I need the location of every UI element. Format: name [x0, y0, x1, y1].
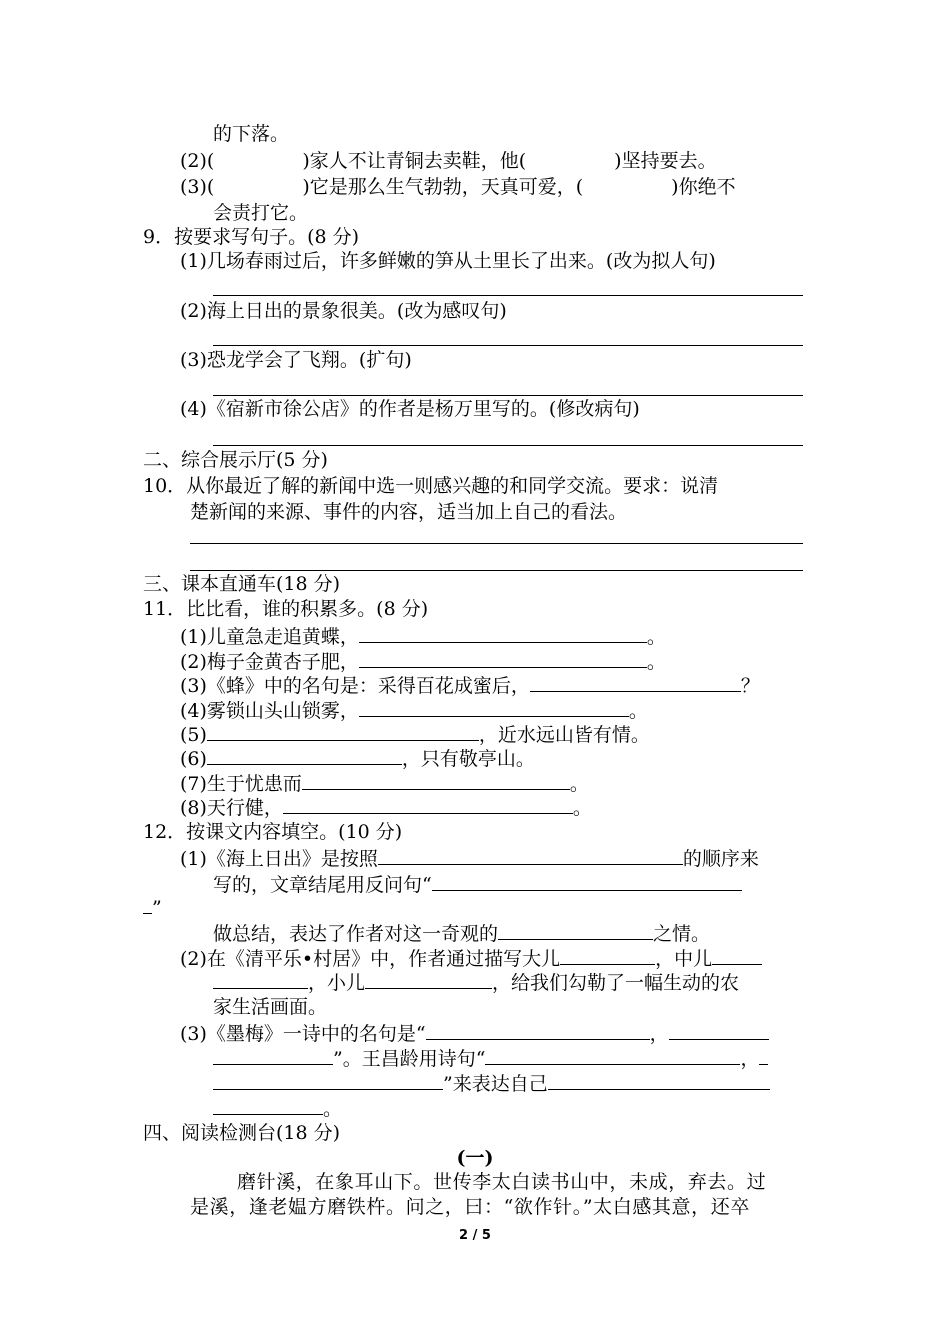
blank[interactable]: [432, 872, 742, 891]
answer-line[interactable]: [213, 395, 803, 396]
q12-item-2: (2)在《清平乐•村居》中，作者通过描写大儿 ，中儿: [180, 946, 762, 971]
q8-item-3: (3)( )它是那么生气勃勃，天真可爱，( )你绝不: [180, 176, 736, 198]
blank[interactable]: [207, 746, 402, 765]
q8-item-2: (2)( )家人不让青铜去卖鞋，他( )坚持要去。: [180, 150, 717, 172]
blank[interactable]: [426, 1021, 650, 1040]
q11-item-5: (5) ，近水远山皆有情。: [180, 724, 650, 746]
blank[interactable]: [283, 795, 573, 814]
q11-item-2: (2)梅子金黄杏子肥， 。: [180, 651, 666, 673]
answer-line[interactable]: [213, 445, 803, 446]
blank[interactable]: [530, 673, 741, 692]
reading-passage-line-2: 是溪，逢老媪方磨铁杵。问之，曰：“欲作针。”太白感其意，还卒: [190, 1196, 750, 1218]
q9-item-3: (3)恐龙学会了飞翔。(扩句): [180, 349, 412, 371]
q9-item-1: (1)几场春雨过后，许多鲜嫩的笋从土里长了出来。(改为拟人句): [180, 250, 716, 272]
q12-title: 12．按课文内容填空。(10 分): [143, 821, 403, 843]
blank[interactable]: [213, 1071, 443, 1090]
reading-subtitle: (一): [456, 1147, 494, 1169]
q8-item-3-cont: 会责打它。: [213, 202, 309, 224]
answer-line[interactable]: [190, 570, 803, 571]
q11-item-3: (3)《蜂》中的名句是：采得百花成蜜后， ？: [180, 675, 760, 697]
answer-line[interactable]: [213, 345, 803, 346]
blank[interactable]: [359, 698, 629, 717]
section-4-title: 四、阅读检测台(18 分): [143, 1122, 341, 1144]
q11-title: 11．比比看，谁的积累多。(8 分): [143, 598, 429, 620]
blank[interactable]: [359, 624, 647, 643]
blank[interactable]: [485, 1046, 740, 1065]
blank[interactable]: [213, 1046, 333, 1065]
blank[interactable]: [213, 970, 308, 989]
q11-item-7: (7)生于忧患而 。: [180, 773, 589, 795]
q12-item-1-cont: 写的，文章结尾用反问句“: [213, 872, 742, 897]
q12-item-3: (3)《墨梅》一诗中的名句是“ ，: [180, 1021, 769, 1046]
blank[interactable]: [669, 1021, 769, 1040]
q10-text-cont: 楚新闻的来源、事件的内容，适当加上自己的看法。: [190, 501, 628, 523]
q12-item-2-cont2: 家生活画面。: [213, 996, 328, 1018]
q12-item-1: (1)《海上日出》是按照 的顺序来: [180, 848, 759, 870]
q12-item-3-cont3: 。: [213, 1096, 342, 1121]
q11-item-8: (8)天行健， 。: [180, 797, 592, 819]
q12-item-3-cont2: ”来表达自己: [213, 1071, 770, 1096]
q11-item-1: (1)儿童急走追黄蝶， 。: [180, 626, 666, 648]
q10-text: 10．从你最近了解的新闻中选一则感兴趣的和同学交流。要求：说清: [143, 475, 719, 497]
blank[interactable]: [143, 895, 152, 914]
q9-item-2: (2)海上日出的景象很美。(改为感叹句): [180, 300, 507, 322]
blank[interactable]: [213, 1096, 323, 1115]
section-3-title: 三、课本直通车(18 分): [143, 573, 341, 595]
q11-item-6: (6) ，只有敬亭山。: [180, 748, 535, 770]
blank[interactable]: [365, 970, 492, 989]
q9-item-4: (4)《宿新市徐公店》的作者是杨万里写的。(修改病句): [180, 398, 640, 420]
blank[interactable]: [560, 946, 655, 965]
answer-line[interactable]: [213, 295, 803, 296]
answer-line[interactable]: [190, 543, 803, 544]
q12-item-3-cont: ”。王昌龄用诗句“ ，: [213, 1046, 768, 1071]
page-number: 2 / 5: [459, 1228, 491, 1243]
blank[interactable]: [378, 846, 683, 865]
q9-title: 9．按要求写句子。(8 分): [143, 226, 360, 248]
reading-passage-line-1: 磨针溪，在象耳山下。世传李太白读书山中，未成，弃去。过: [237, 1171, 767, 1193]
blank[interactable]: [548, 1071, 770, 1090]
q11-item-4: (4)雾锁山头山锁雾， 。: [180, 700, 648, 722]
blank[interactable]: [712, 946, 762, 965]
blank[interactable]: [207, 722, 479, 741]
blank[interactable]: [359, 649, 647, 668]
q12-item-2-cont: ，小儿 ，给我们勾勒了一幅生动的农: [213, 970, 739, 995]
blank[interactable]: [302, 771, 570, 790]
blank[interactable]: [759, 1046, 768, 1065]
blank[interactable]: [498, 921, 653, 940]
q8-continuation: 的下落。: [213, 123, 290, 145]
q12-item-1-cont3: 做总结，表达了作者对这一奇观的 之情。: [213, 923, 711, 945]
q12-item-1-cont2: ”: [143, 895, 162, 920]
section-2-title: 二、综合展示厅(5 分): [143, 449, 328, 471]
